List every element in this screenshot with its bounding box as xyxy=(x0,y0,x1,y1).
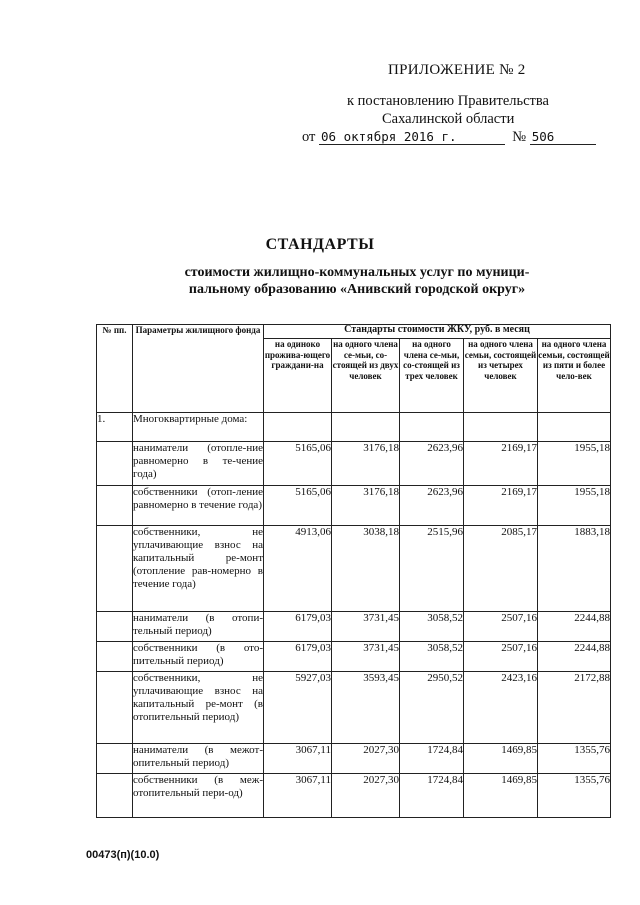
row-value-v4: 2085,17 xyxy=(464,526,538,612)
table-row xyxy=(97,774,611,818)
row-index-cell xyxy=(97,672,133,744)
row-value-v1: 6179,03 xyxy=(264,612,332,642)
header-family-four: на одного члена семьи, состоящей из четырех человек xyxy=(464,339,538,413)
header-parameters: Параметры жилищного фонда xyxy=(133,325,264,413)
table-row xyxy=(97,672,611,744)
row-value-v1: 5165,06 xyxy=(264,442,332,486)
reference-line-1: к постановлению Правительства xyxy=(347,93,549,109)
row-value-v3: 2623,96 xyxy=(400,486,464,526)
row-index-cell xyxy=(97,526,133,612)
row-parameter: собственники (в меж-отопительный пери-од) xyxy=(133,774,264,818)
row-value-v2: 3176,18 xyxy=(332,486,400,526)
row-value-v3: 3058,52 xyxy=(400,612,464,642)
row-value-v3: 3058,52 xyxy=(400,642,464,672)
standards-table xyxy=(96,324,611,818)
row-index-cell xyxy=(97,744,133,774)
row-value-v5: 2244,88 xyxy=(538,642,611,672)
decree-date-line xyxy=(302,129,596,146)
header-family-three: на одного члена се-мьи, со-стоящей из трех человек xyxy=(400,339,464,413)
reference-line-2: Сахалинской области xyxy=(382,111,515,127)
section-row xyxy=(97,413,611,442)
row-value-v4: 2507,16 xyxy=(464,612,538,642)
subtitle-line-1: стоимости жилищно-коммунальных услуг по муници- xyxy=(184,265,530,280)
row-value-v1: 6179,03 xyxy=(264,642,332,672)
table-row xyxy=(97,612,611,642)
row-value-v2: 3731,45 xyxy=(332,612,400,642)
row-parameter: наниматели (в отопи-тельный период) xyxy=(133,612,264,642)
row-value-v1: 4913,06 xyxy=(264,526,332,612)
table-row xyxy=(97,744,611,774)
row-value-v5: 1355,76 xyxy=(538,744,611,774)
header-standards-group: Стандарты стоимости ЖКУ, руб. в месяц xyxy=(264,325,611,339)
row-value-v4: 2507,16 xyxy=(464,642,538,672)
from-label: от xyxy=(302,129,316,145)
appendix-heading: ПРИЛОЖЕНИЕ № 2 xyxy=(388,62,526,78)
row-value-v5: 1355,76 xyxy=(538,774,611,818)
row-value-v5: 1955,18 xyxy=(538,486,611,526)
document-subtitle xyxy=(160,264,554,298)
row-value-v3: 1724,84 xyxy=(400,744,464,774)
row-value-v5: 2244,88 xyxy=(538,612,611,642)
number-label: № xyxy=(512,129,527,145)
row-value-v4: 2423,16 xyxy=(464,672,538,744)
row-value-v1: 5927,03 xyxy=(264,672,332,744)
row-value-v4: 2169,17 xyxy=(464,442,538,486)
table-row xyxy=(97,486,611,526)
row-value-v3: 1724,84 xyxy=(400,774,464,818)
decree-date: 06 октября 2016 г. xyxy=(319,129,505,145)
row-value-v3: 2623,96 xyxy=(400,442,464,486)
row-value-v2: 3176,18 xyxy=(332,442,400,486)
subtitle-line-2: пальному образованию «Анивский городской округ» xyxy=(188,282,526,297)
row-parameter: собственники (в ото-пительный период) xyxy=(133,642,264,672)
row-index-cell xyxy=(97,442,133,486)
table-row xyxy=(97,526,611,612)
row-value-v3: 2950,52 xyxy=(400,672,464,744)
row-value-v1: 5165,06 xyxy=(264,486,332,526)
row-value-v5: 1955,18 xyxy=(538,442,611,486)
section-index: 1. xyxy=(97,413,133,442)
row-value-v5: 2172,88 xyxy=(538,672,611,744)
header-family-two: на одного члена се-мьи, со-стоящей из двух человек xyxy=(332,339,400,413)
decree-number: 506 xyxy=(530,129,596,145)
row-index-cell xyxy=(97,642,133,672)
header-family-five-plus: на одного члена семьи, состоящей из пяти и более чело-век xyxy=(538,339,611,413)
row-value-v2: 3731,45 xyxy=(332,642,400,672)
section-label: Многоквартирные дома: xyxy=(133,413,264,442)
row-parameter: наниматели (в межот-опительный период) xyxy=(133,744,264,774)
row-value-v5: 1883,18 xyxy=(538,526,611,612)
row-value-v2: 3038,18 xyxy=(332,526,400,612)
row-index-cell xyxy=(97,486,133,526)
row-index-cell xyxy=(97,774,133,818)
table-row xyxy=(97,642,611,672)
row-value-v2: 2027,30 xyxy=(332,744,400,774)
row-parameter: наниматели (отопле-ние равномерно в те-чение года) xyxy=(133,442,264,486)
footer-code: 00473(п)(10.0) xyxy=(86,849,160,861)
document-title: СТАНДАРТЫ xyxy=(265,236,375,253)
row-parameter: собственники (отоп-ление равномерно в течение года) xyxy=(133,486,264,526)
row-value-v1: 3067,11 xyxy=(264,744,332,774)
row-value-v4: 1469,85 xyxy=(464,774,538,818)
row-value-v4: 2169,17 xyxy=(464,486,538,526)
header-single-resident: на одиноко прожива-ющего граждани-на xyxy=(264,339,332,413)
row-parameter: собственники, не уплачивающие взнос на капитальный ре-монт (отопление рав-номерно в течение года) xyxy=(133,526,264,612)
row-parameter: собственники, не уплачивающие взнос на капитальный ре-монт (в отопительный период) xyxy=(133,672,264,744)
row-index-cell xyxy=(97,612,133,642)
row-value-v2: 2027,30 xyxy=(332,774,400,818)
row-value-v3: 2515,96 xyxy=(400,526,464,612)
row-value-v1: 3067,11 xyxy=(264,774,332,818)
header-row-number: № пп. xyxy=(97,325,133,413)
table-row xyxy=(97,442,611,486)
row-value-v4: 1469,85 xyxy=(464,744,538,774)
row-value-v2: 3593,45 xyxy=(332,672,400,744)
